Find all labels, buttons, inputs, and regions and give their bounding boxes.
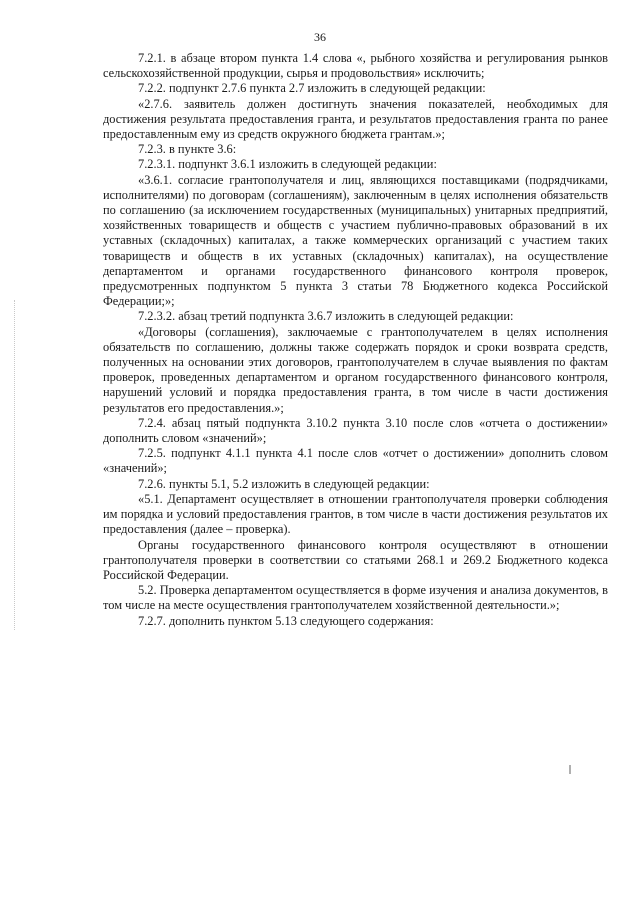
paragraph-7-2-3-2: 7.2.3.2. абзац третий подпункта 3.6.7 изложить в следующей редакции: (138, 309, 514, 324)
paragraph-7-2-6: 7.2.6. пункты 5.1, 5.2 изложить в следующей редакции: (138, 476, 430, 491)
paragraph-5-1-quote: «5.1. Департамент осуществляет в отношении грантополучателя проверки соблюдения им порядка и условий предоставления грантов, в том числе в части достижения результатов их предоставления (далее – проверка). (103, 491, 608, 537)
document-body (103, 51, 608, 629)
paragraph-7-2-3: 7.2.3. в пункте 3.6: (138, 142, 237, 157)
paragraph-7-2-2: 7.2.2. подпункт 2.7.6 пункта 2.7 изложить в следующей редакции: (138, 81, 486, 96)
paragraph-2-7-6-quote: «2.7.6. заявитель должен достигнуть значения показателей, необходимых для достижения результата предоставления гранта, и результатов предоставления гранта по ранее предоставленным ему из средств окружного бюджета грантам.»; (103, 96, 608, 142)
paragraph-3-6-1-quote: «3.6.1. согласие грантополучателя и лиц, являющихся поставщиками (подрядчиками, исполнителями) по договорам (соглашениям), заключенным в целях исполнения обязательств по соглашению (за исключением государственных (муниципальных) унитарных предприятий, хозяйственных товариществ и обществ с участием публично-правовых образований в их уставных (складочных) капиталах, а также коммерческих организаций с участием таких товариществ и обществ в их уставных (складочных) капиталах), на осуществление департаментом и органами государственного финансового контроля проверок, предусмотренных подпунктом 5 пункта 3 статьи 78 Бюджетного кодекса Российской Федерации;»; (103, 172, 608, 309)
scan-mark (569, 765, 571, 774)
paragraph-contracts-quote: «Договоры (соглашения), заключаемые с грантополучателем в целях исполнения обязательств по соглашению, должны также содержать порядок и сроки возврата средств, полученных на основании этих договоров, грантополучателем в случае выявления по фактам проверок, проведенных департаментом и органом государственного финансового контроля, нарушений условий и порядка предоставления гранта, в том числе в части достижения результатов его предоставления.»; (103, 324, 608, 415)
paragraph-control-bodies: Органы государственного финансового контроля осуществляют в отношении грантополучателя проверки в соответствии со статьями 268.1 и 269.2 Бюджетного кодекса Российской Федерации. (103, 537, 608, 582)
paragraph-7-2-3-1: 7.2.3.1. подпункт 3.6.1 изложить в следующей редакции: (138, 157, 437, 172)
paragraph-7-2-4: 7.2.4. абзац пятый подпункта 3.10.2 пункта 3.10 после слов «отчета о достижении» дополнить словом «значений»; (103, 415, 608, 446)
paragraph-7-2-7: 7.2.7. дополнить пунктом 5.13 следующего содержания: (138, 613, 434, 628)
scan-margin-line (14, 300, 16, 630)
paragraph-5-2-quote: 5.2. Проверка департаментом осуществляется в форме изучения и анализа документов, в том числе на месте осуществления грантополучателем хозяйственной деятельности.»; (103, 583, 608, 613)
page-number: 36 (314, 30, 326, 44)
paragraph-7-2-1: 7.2.1. в абзаце втором пункта 1.4 слова «, рыбного хозяйства и регулирования рынков сельскохозяйственной продукции, сырья и продовольствия» исключить; (103, 51, 608, 81)
paragraph-7-2-5: 7.2.5. подпункт 4.1.1 пункта 4.1 после слов «отчет о достижении» дополнить словом «значений»; (103, 446, 608, 476)
